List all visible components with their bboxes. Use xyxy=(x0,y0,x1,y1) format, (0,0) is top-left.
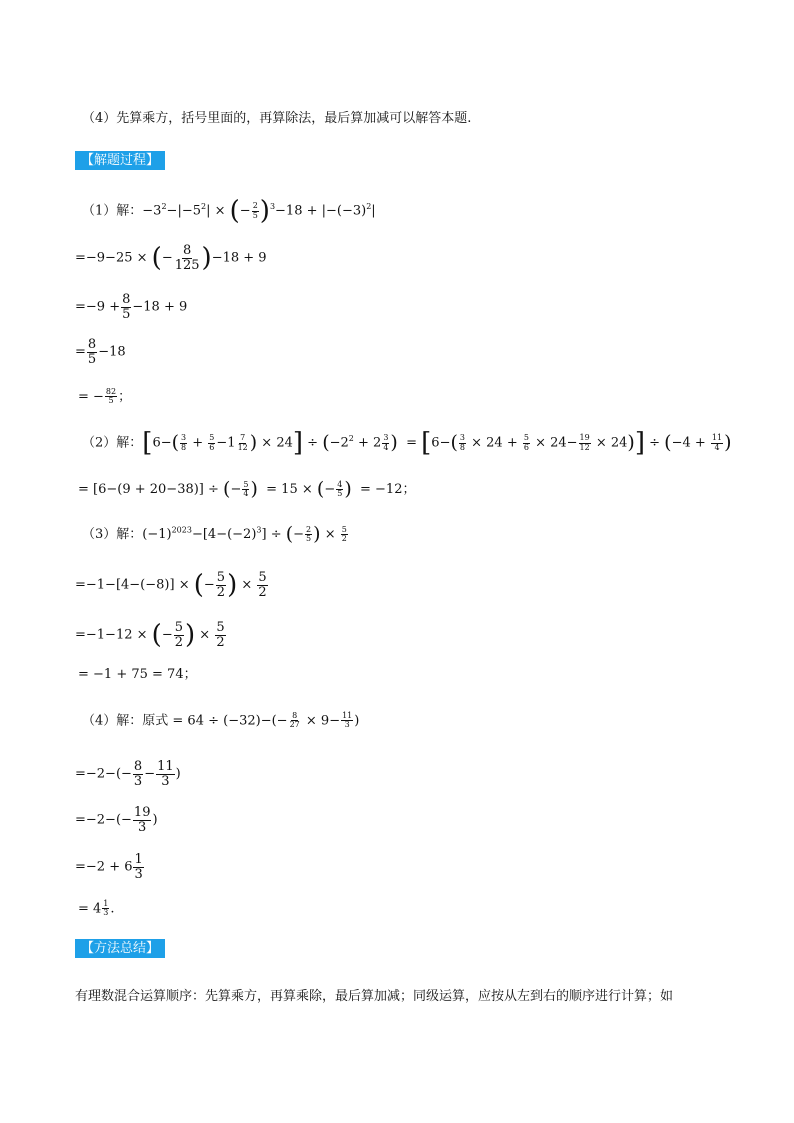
paren: ( xyxy=(151,243,162,274)
hint-4-text: （4）先算乘方，括号里面的，再算除法，最后算加减可以解答本题. xyxy=(82,111,472,126)
paren: ) xyxy=(185,620,196,651)
p1-step4-text: = − xyxy=(78,389,104,405)
paren: ( xyxy=(285,523,294,545)
p4-step4-text: = 4 xyxy=(78,901,102,917)
bracket: [ xyxy=(421,428,432,458)
paren: ) xyxy=(344,478,352,500)
fraction: $\frac{11}{4}$ xyxy=(711,433,723,452)
paren: ( xyxy=(316,478,325,500)
fraction: $\frac{5}{2}$ xyxy=(216,570,226,600)
paren: ( xyxy=(171,431,180,454)
fraction: $\frac{5}{2}$ xyxy=(341,524,347,543)
method-summary-text: 有理数混合运算顺序：先算乘方，再算乘除，最后算加减；同级运算，应按从左到右的顺序进行计算；如 xyxy=(75,989,674,1004)
fraction: $\frac{3}{4}$ xyxy=(383,433,389,452)
fraction: $\frac{11}{3}$ xyxy=(342,711,353,730)
p2-step1: = [6−(9 + 20−38)] ÷ (− $\frac{5}{4}$ ) = 15 × (− $\frac{4}{5}$ ) = −12； xyxy=(78,478,416,500)
fraction: $\frac{1}{3}$ xyxy=(103,899,109,918)
p4-step3-text: =−2 + 6 xyxy=(75,859,133,875)
paren: ( xyxy=(151,620,162,651)
p1-step3-tail: −18 xyxy=(98,344,126,360)
p4-step1-text: =−2−(− xyxy=(75,766,132,782)
fraction: $\frac{82}{5}$ xyxy=(105,387,117,406)
p4-step2: =−2−(− $\frac{19}{3}$ ) xyxy=(75,805,158,835)
fraction: $\frac{5}{6}$ xyxy=(209,433,215,452)
paren: ) xyxy=(313,523,321,545)
fraction: $\frac{5}{6}$ xyxy=(523,433,529,452)
paren: ( xyxy=(229,196,240,226)
p3-step2: =−1−12 × (− $\frac{5}{2}$ ) × $\frac{5}{2}$ xyxy=(75,620,225,651)
p3-step1: =−1−[4−(−8)] × (− $\frac{5}{2}$ ) × $\frac{5}{2}$ xyxy=(75,570,267,601)
p1-question: （1）解：$-3^2-|-5^2|$ × (− $\frac{2}{5}$ )$^3-18 + |-(-3)^2|$ xyxy=(82,196,376,226)
method-summary xyxy=(75,990,673,1003)
paren: ) xyxy=(227,570,238,601)
p3-label: （3）解： xyxy=(82,527,143,542)
fraction: $\frac{3}{8}$ xyxy=(181,433,187,452)
p1-step3 xyxy=(75,338,126,366)
section-solution-tag: 【解题过程】 xyxy=(75,151,165,170)
fraction: $\frac{4}{5}$ xyxy=(337,479,343,498)
p4-step4: = 4 $\frac{1}{3}$ . xyxy=(78,899,115,918)
p2-label: （2）解： xyxy=(82,435,143,451)
paren: ( xyxy=(322,431,330,454)
p3-step1-text: =−1−[4−(−8)] × xyxy=(75,577,190,593)
paren: ( xyxy=(664,431,672,454)
bracket: [ xyxy=(142,428,153,458)
fraction: $\frac{8}{27}$ xyxy=(289,711,300,730)
p1-step3-text: = xyxy=(75,344,86,360)
paren: ) xyxy=(201,243,212,274)
fraction: $\frac{5}{4}$ xyxy=(243,479,249,498)
p1-step4-tail: ； xyxy=(118,389,132,405)
p1-step1-text: =−9−25 × xyxy=(75,250,148,266)
p1-step2-text: =−9 + xyxy=(75,299,121,315)
p1-step2 xyxy=(75,293,187,321)
fraction: $\frac{2}{5}$ xyxy=(252,201,258,220)
p4-question: （4）解：原式 = 64 ÷ (−32)−(− $\frac{8}{27}$ × 9− $\frac{11}{3}$ ) xyxy=(82,711,360,730)
fraction: $\frac{19}{12}$ xyxy=(579,433,590,452)
fraction: $\frac{7}{12}$ xyxy=(237,433,248,452)
paren: ( xyxy=(223,478,231,500)
paren: ) xyxy=(250,478,258,500)
p1-step4 xyxy=(78,388,131,406)
paren: ( xyxy=(193,570,204,601)
p2-step1-text: = [6−(9 + 20−38)] ÷ xyxy=(78,482,219,497)
fraction: $\frac{8}{3}$ xyxy=(133,759,143,789)
hint-4 xyxy=(82,112,471,125)
p4-label: （4）解：原式 = 64 ÷ (−32)−(− xyxy=(82,713,288,729)
p3-step3-text: = −1 + 75 = 74； xyxy=(78,667,197,682)
p3-step3 xyxy=(78,668,197,681)
paren: ) xyxy=(259,196,270,226)
fraction: $\frac{8}{5}$ xyxy=(122,292,131,322)
fraction: $\frac{5}{2}$ xyxy=(258,570,267,600)
p2-step1-tail: = −12； xyxy=(360,482,416,497)
p4-step2-text: =−2−(− xyxy=(75,812,132,828)
paren: ) xyxy=(390,431,398,454)
p2-question: （2）解：[6−( $\frac{3}{8}$ + $\frac{5}{6}$ −1 $\frac{7}{12}$ ) × $24] \div (-2^2 + 2$ $\frac{3}{4}$ ) = [6−( $\frac{3}{8}$ × 24 + $\frac{5}{6}$ × 24− $\frac{19}{12}$ × 24)] ÷ (−4 + $\frac{11}{4}$ ) xyxy=(82,428,732,458)
p1-step1: =−9−25 × (− $\frac{8}{125}$ )−18 + 9 xyxy=(75,243,267,274)
bracket: ] xyxy=(292,428,304,458)
fraction: $\frac{5}{2}$ xyxy=(174,620,183,650)
fraction: $\frac{11}{3}$ xyxy=(157,759,174,789)
paren: ) xyxy=(724,431,732,454)
p3-step2-text: =−1−12 × xyxy=(75,627,148,643)
fraction: $\frac{3}{8}$ xyxy=(459,433,465,452)
fraction: $\frac{8}{5}$ xyxy=(87,337,97,367)
fraction: $\frac{19}{3}$ xyxy=(133,805,151,835)
section-method-tag: 【方法总结】 xyxy=(75,939,165,958)
bracket: ] xyxy=(634,428,645,458)
p4-step3 xyxy=(75,853,145,881)
p1-step2-tail: −18 + 9 xyxy=(132,299,188,315)
fraction: $\frac{5}{2}$ xyxy=(216,620,225,650)
fraction: $\frac{1}{3}$ xyxy=(134,852,143,882)
p1-label: （1）解： xyxy=(82,203,143,219)
p2-step1-mid: = 15 × xyxy=(266,482,313,497)
p4-step1: =−2−(− $\frac{8}{3}$ − $\frac{11}{3}$ ) xyxy=(75,759,181,789)
p3-question: （3）解：$(-1)^{2023}-[4-(-2)^3]$ ÷ (− $\frac{2}{5}$ ) × $\frac{5}{2}$ xyxy=(82,523,347,545)
paren: ) xyxy=(249,431,258,454)
fraction: $\frac{2}{5}$ xyxy=(306,524,312,543)
fraction: $\frac{8}{125}$ xyxy=(174,243,200,273)
p1-step1-tail: −18 + 9 xyxy=(211,250,267,266)
paren: ) xyxy=(627,431,635,454)
paren: ( xyxy=(450,431,458,454)
